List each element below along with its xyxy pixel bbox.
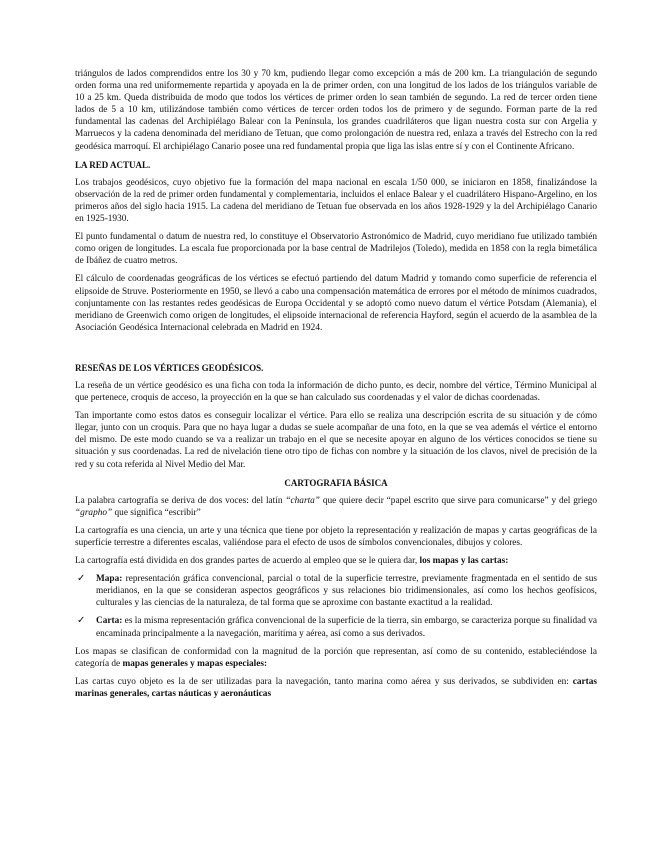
term-carta: Carta: xyxy=(96,616,123,627)
paragraph-trabajos-geodesicos: Los trabajos geodésicos, cuyo objetivo fue la formación del mapa nacional en escala 1/50 000, se iniciaron en 1858, finalizándose la observación de la red de primer orden fundamental y complementaria, incluidos el enlace Balear y el cuadrilátero Hispano-Argelino, en los primeros años del siglo hacia 1915. La cadena del meridiano de Tetuan fue observada en los años 1928-1929 y la del Archipiélago Canario en 1925-1930. xyxy=(75,177,597,225)
definition-mapa: representación gráfica convencional, parcial o total de la superficie terrestre, previamente fragmentada en el sentido de sus meridianos, en la que se consideran aspectos geográficos y sus relaciones bio tridimensionales, así como los hechos geofísicos, culturales y las ciencias de la naturaleza, de tal forma que se aproxime con bastante exactitud a la realidad. xyxy=(96,574,597,609)
heading-red-actual: LA RED ACTUAL. xyxy=(75,159,151,170)
definition-carta: es la misma representación gráfica convencional de la superficie de la tierra, sin embargo, se caracteriza porque su finalidad va encaminada principalmente a la navegación, marítima y aérea, así como a sus derivados. xyxy=(96,616,597,639)
etimologia-grapho: “grapho” xyxy=(75,507,113,518)
division-bold: los mapas y las cartas: xyxy=(419,556,509,567)
clasificacion-text: Los mapas se clasifican de conformidad con la magnitud de la porción que representan, así como de su contenido, estableciéndose la categoría de xyxy=(75,646,597,669)
paragraph-localizar-vertice: Tan importante como estos datos es conseguir localizar el vértice. Para ello se realiza una descripción escrita de su situación y de cómo llegar, junto con un croquis. Para que no haya lugar a dudas se suele acompañar de una foto, en la que se vea además el vértice el entorno del mismo. De este modo cuando se va a realizar un trabajo en el que se necesite apoyar en alguno de los vértices conocidos se tiene su situación y sus coordenadas. La red de nivelación tiene otro tipo de fichas con nombre y la situación de los clavos, nivel de precisión de la red y su cota referida al Nivel Medio del Mar. xyxy=(75,411,597,470)
section-spacer xyxy=(75,340,597,356)
clasificacion-bold: mapas generales y mapas especiales: xyxy=(122,658,268,669)
etimologia-charta: “charta” xyxy=(285,495,320,506)
etimologia-text-3: que significa “escribir” xyxy=(112,507,201,518)
etimologia-text-2: que quiere decir “papel escrito que sirve para comunicarse” y del griego xyxy=(319,495,597,506)
paragraph-etimologia xyxy=(75,495,597,519)
term-mapa: Mapa: xyxy=(96,574,123,585)
paragraph-punto-fundamental: El punto fundamental o datum de nuestra red, lo constituye el Observatorio Astronómico de Madrid, cuyo meridiano fue utilizado también como origen de longitudes. La escala fue proporcionada por la base central de Madrilejos (Toledo), medida en 1858 con la regla bimetálica de Ibáñez de cuatro metros. xyxy=(75,232,597,267)
cartas-bold: cartas marinas generales, cartas náuticas y aeronáuticas xyxy=(75,676,597,699)
paragraph-division xyxy=(75,555,597,567)
paragraph-resena-definicion: La reseña de un vértice geodésico es una ficha con toda la información de dicho punto, es decir, nombre del vértice, Término Municipal al que pertenece, croquis de acceso, la proyección en la que se han calculado sus coordenadas y el valor de dichas coordenadas. xyxy=(75,380,597,404)
paragraph-clasificacion-cartas xyxy=(75,676,597,700)
heading-resenas: RESEÑAS DE LOS VÉRTICES GEODÉSICOS. xyxy=(75,362,264,373)
cartas-text: Las cartas cuyo objeto es la de ser utilizadas para la navegación, tanto marina como aérea y sus derivados, se subdividen en: xyxy=(75,676,573,687)
paragraph-triangulacion: triángulos de lados comprendidos entre los 30 y 70 km, pudiendo llegar como excepción a más de 200 km. La triangulación de segundo orden forma una red uniformemente repartida y apoyada en la de primer orden, con una longitud de los lados de los triángulos variable de 10 a 25 km. Queda distribuida de modo que todos los vértices de primer orden lo sean también de segundo. La red de tercer orden tiene lados de 5 a 10 km, utilizándose también como vértices de tercer orden todos los de primero y de segundo. Forman parte de la red fundamental las cadenas del Archipiélago Balear con la Península, los grandes cuadriláteros que ligan nuestra costa sur con Argelia y Marruecos y la cadena denominada del meridiano de Tetuan, que como prolongación de nuestra red, enlaza a través del Estrecho con la red geodésica marroquí. El archipiélago Canario posee una red fundamental propia que liga las islas entre sí y con el Continente Africano. xyxy=(75,69,597,152)
checkmark-icon: ✓ xyxy=(77,573,86,585)
list-item-carta xyxy=(75,615,597,639)
etimologia-text-1: La palabra cartografía se deriva de dos voces: del latín xyxy=(75,495,286,506)
heading-cartografia-basica: CARTOGRAFIA BÁSICA xyxy=(284,477,388,488)
list-item-mapa xyxy=(75,573,597,609)
paragraph-clasificacion-mapas xyxy=(75,646,597,670)
definitions-list xyxy=(75,573,597,639)
division-text: La cartografía está dividida en dos grandes partes de acuerdo al empleo que se le quiera dar, xyxy=(75,556,420,567)
paragraph-cartografia-definicion: La cartografía es una ciencia, un arte y una técnica que tiene por objeto la representación y realización de mapas y cartas geográficas de la superficie terrestre a diferentes escalas, valiéndose para el efecto de usos de símbolos convencionales, dibujos y colores. xyxy=(75,525,597,548)
paragraph-calculo-coordenadas: El cálculo de coordenadas geográficas de los vértices se efectuó partiendo del datum Madrid y tomando como superficie de referencia el elipsoide de Struve. Posteriormente en 1950, se llevó a cabo una compensación matemática de errores por el método de mínimos cuadrados, conjuntamente con las restantes redes geodésicas de Europa Occidental y se adoptó como nuevo datum el vértice Potsdam (Alemania), el meridiano de Greenwich como origen de longitudes, el elipsoide internacional de referencia Hayford, según el acuerdo de la asamblea de la Asociación Geodésica Internacional celebrada en Madrid en 1924. xyxy=(75,274,597,333)
checkmark-icon: ✓ xyxy=(77,615,86,627)
